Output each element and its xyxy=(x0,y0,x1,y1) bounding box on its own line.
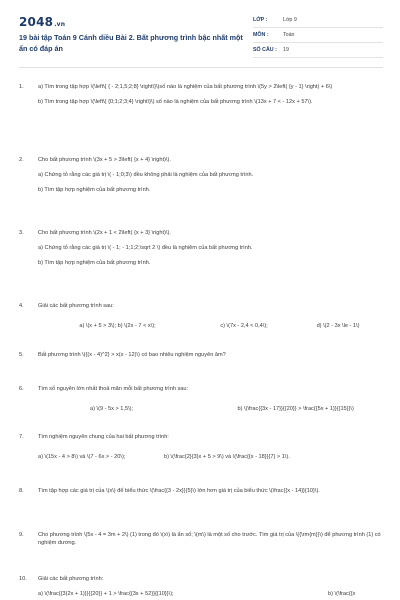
question-part: a) Chứng tỏ rằng các giá trị \( - 1; - 1;1;2;\sqrt 2 \) đều là nghiệm của bất phương trình. xyxy=(38,245,253,252)
info-row-count xyxy=(253,43,383,58)
question-10 xyxy=(19,575,385,598)
answer-cell: b) \(\frac{{3x - 17}}{{20}} > \frac{{5x + 1}}{{15}}\) xyxy=(237,406,354,413)
info-value: 19 xyxy=(283,47,289,53)
question-part: a) Chứng tỏ rằng các giá trị \( - 1;0;3\) đều không phải là nghiệm của bất phương trình. xyxy=(38,172,254,179)
question-stem: Cho bất phương trình \(2x + 1 < 2\left( {x + 3} \right)\). xyxy=(38,230,171,236)
question-9 xyxy=(19,531,385,547)
question-stem: Giải các bất phương trình sau: xyxy=(38,303,114,309)
answer-cell: a) \(15x - 4 > 8\) và \(7 - 6x > - 20\); xyxy=(38,454,126,461)
info-row-grade xyxy=(253,13,383,28)
question-number: 4. xyxy=(19,303,24,309)
info-box xyxy=(253,13,383,58)
question-stem: Cho phương trình \(5x - 4 = 3m + 2\) (1) trong đó \(x\) là ẩn số; \(m\) là một số cho trước. Tìm giá trị của \({\rm{m}}\) để phương trình (1) có nghiệm dương. xyxy=(38,532,381,547)
question-7 xyxy=(19,433,385,461)
question-stem: Tìm số nguyên lớn nhất thoả mãn mỗi bất phương trình sau: xyxy=(38,386,189,392)
question-part: b) Tìm tập hợp nghiệm của bất phương trình. xyxy=(38,260,151,267)
answer-cell: b) \(\frac{2}{3}x + 5 > 9\) và \(\frac{{x - 18}}{7} > 1\). xyxy=(164,454,290,461)
answer-cell: a) \(9 - 5x > 1,5\); xyxy=(90,406,134,413)
question-stem: Bất phương trình \({(x - 4)^2} > x(x - 12)\) có bao nhiêu nghiệm nguyên âm? xyxy=(38,352,226,358)
question-number: 10. xyxy=(19,576,27,582)
question-8 xyxy=(19,487,385,495)
info-value: Toán xyxy=(283,32,295,38)
answer-row xyxy=(38,322,385,330)
question-3 xyxy=(19,229,385,268)
question-4 xyxy=(19,302,385,330)
answer-cell: b) \(\frac{{x xyxy=(328,591,356,598)
site-logo[interactable] xyxy=(19,15,65,29)
info-label: SỐ CÂU : xyxy=(253,47,277,53)
question-stem: Tìm nghiệm nguyên chung của hai bất phương trình: xyxy=(38,434,169,440)
question-stem: Tìm tập hợp các giá trị của \(x\) để biểu thức \(\frac{{3 - 2x}}{5}\) lớn hơn giá trị của biểu thức \(\frac{{x - 14}}{10}\). xyxy=(38,488,320,494)
question-6 xyxy=(19,385,385,413)
question-number: 9. xyxy=(19,532,24,538)
info-value: Lớp 9 xyxy=(283,17,297,23)
question-5 xyxy=(19,351,385,359)
answer-row xyxy=(38,405,385,413)
question-number: 3. xyxy=(19,230,24,236)
document-title: 19 bài tập Toán 9 Cánh diều Bài 2. Bất phương trình bậc nhất một ẩn có đáp án xyxy=(19,33,243,53)
question-number: 2. xyxy=(19,157,24,163)
logo-ext: .vn xyxy=(54,21,66,28)
answer-cell: a) \(\frac{{3(2x + 1)}}{{20}} + 1 > \frac{{3x + 52}}{{10}}\); xyxy=(38,591,174,598)
question-1 xyxy=(19,83,385,106)
question-part: b) Tìm tập hợp nghiệm của bất phương trình. xyxy=(38,187,151,194)
header-divider xyxy=(19,67,383,68)
info-label: LỚP : xyxy=(253,17,268,23)
question-stem: Giải các bất phương trình: xyxy=(38,576,104,582)
question-number: 7. xyxy=(19,434,24,440)
answer-row xyxy=(38,453,385,461)
question-part: b) Tìm trong tập hợp \(\left\{ {0;1;2;3;4} \right\}\) số nào là nghiệm của bất phương trình \(13x + 7 < - 12x + 57\). xyxy=(38,99,313,106)
logo-text: 2048 xyxy=(19,15,54,29)
answer-cell: d) \(2 - 3x \le - 1\) xyxy=(316,323,360,330)
question-number: 1. xyxy=(19,84,24,90)
question-part: a) Tìm trong tập hợp \(\left\{ { - 2;1,5;2;8} \right\}\)số nào là nghiệm của bất phương trình \(5y > 2\left( {y - 1} \right) + 6\) xyxy=(38,84,333,90)
question-number: 5. xyxy=(19,352,24,358)
info-row-subject xyxy=(253,28,383,43)
question-2 xyxy=(19,156,385,195)
question-number: 6. xyxy=(19,386,24,392)
info-label: MÔN : xyxy=(253,32,269,38)
question-stem: Cho bất phương trình \(3x + 5 > 3\left( {x + 4} \right)\). xyxy=(38,157,171,163)
question-number: 8. xyxy=(19,488,24,494)
answer-cell: a) \(x + 5 > 3\); b) \(2x - 7 < x\); xyxy=(79,323,156,330)
answer-row xyxy=(38,590,385,598)
answer-cell: c) \(7x - 2,4 < 0,4\); xyxy=(220,323,268,330)
